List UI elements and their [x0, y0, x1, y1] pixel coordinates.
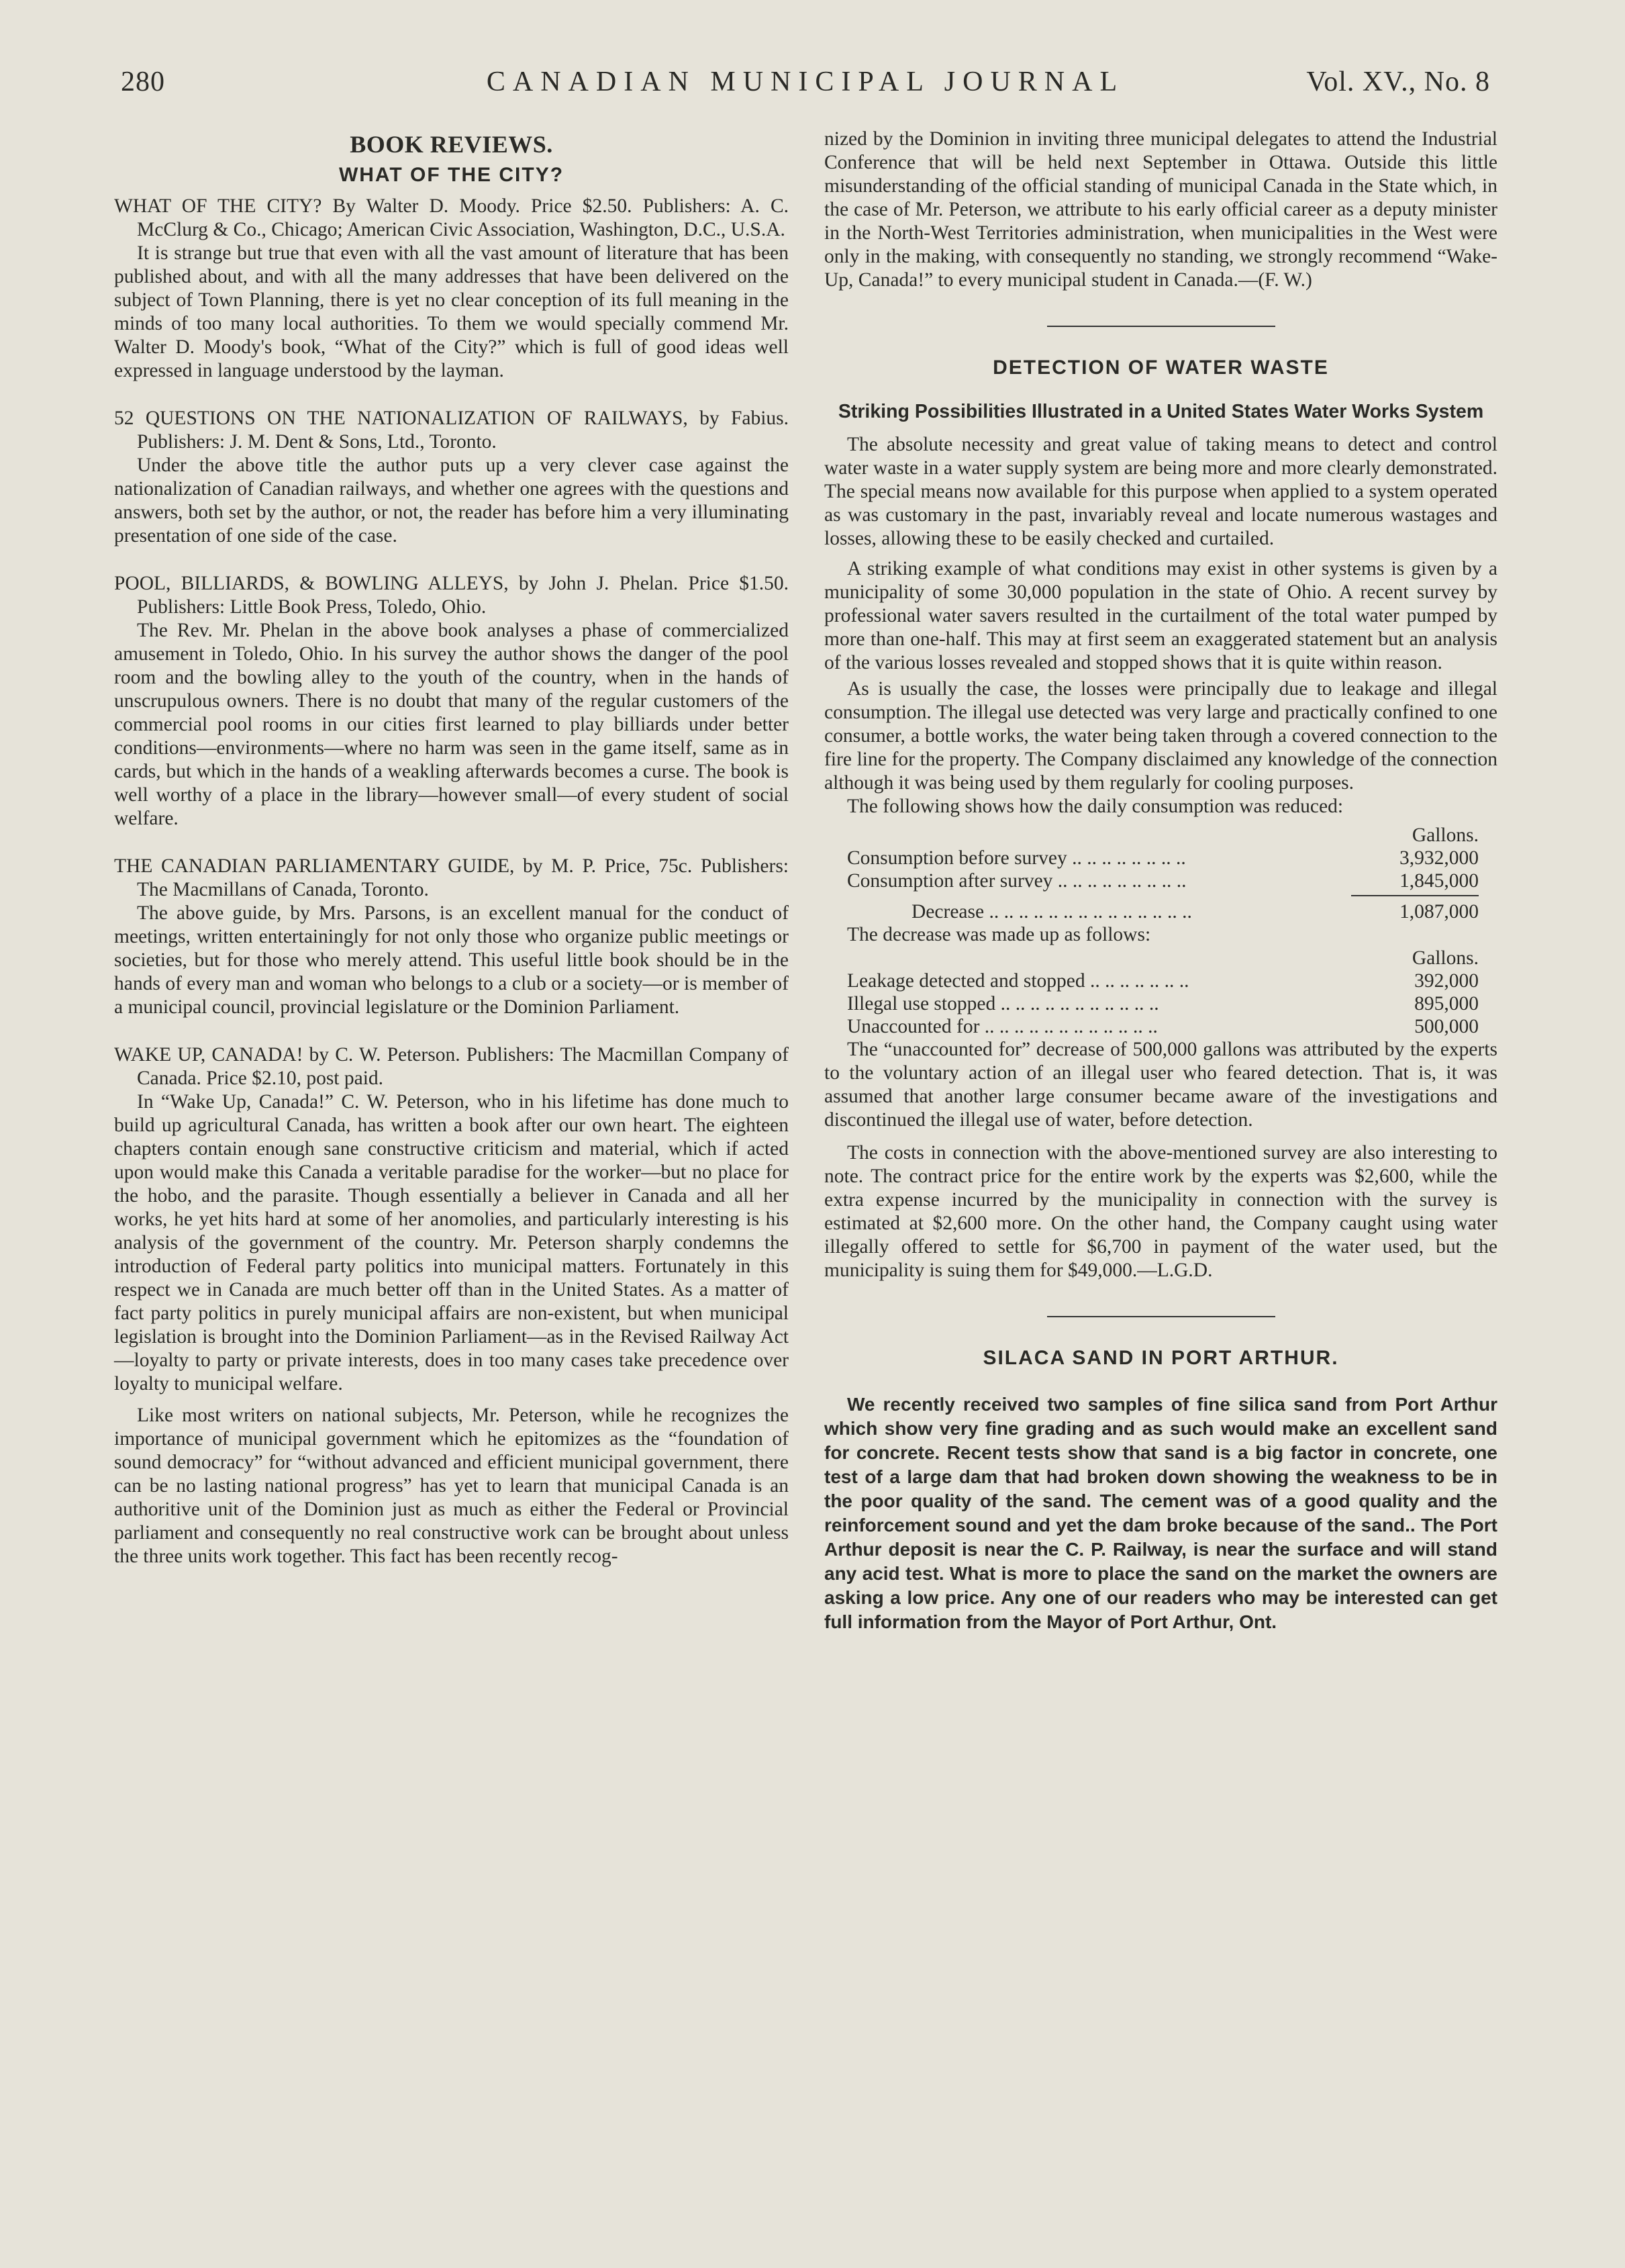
- table-row: [824, 847, 1497, 869]
- water-waste-heading: DETECTION OF WATER WASTE: [993, 357, 1329, 379]
- water-waste-subheading: Striking Possibilities Illustrated in a United States Water Works System: [838, 401, 1484, 422]
- article-paragraph: The following shows how the daily consumption was reduced:: [847, 796, 1344, 817]
- row-label: Illegal use stopped .. .. .. .. .. .. .. .. .. .. ..: [847, 993, 1159, 1014]
- review-continuation: nized by the Dominion in inviting three municipal delegates to attend the Industrial Conference that will be held next September in Ottawa. Outside this little misunderstanding of the official standing of municipal Canada in the State which, in the case of Mr. Peterson, we attribute to his early official career as a deputy minister in the North-West Territories administration, when municipalities in the West were only in the making, with consequently no standing, we strongly recommend “Wake-Up, Canada!” to every municipal student in Canada.—(F. W.): [824, 128, 1497, 291]
- volume-number: Vol. XV., No. 8: [1306, 66, 1490, 97]
- review-paragraph: Like most writers on national subjects, Mr. Peterson, while he recognizes the importance of municipal government which he epitomizes as the “foundation of sound democracy” for “without advanced and efficient municipal government, there can be no lasting national progress” has yet to learn that municipal Canada is an authoritive unit of the Dominion just as much as either the Federal or Provincial parliament and consequently no real constructive work can be brought about unless the three units work together. This fact has been recently recog-: [114, 1405, 789, 1567]
- article-paragraph: A striking example of what conditions may exist in other systems is given by a municipality of some 30,000 population in the state of Ohio. A recent survey by professional water savers resulted in the curtailment of the total water pumped by more than one-half. This may at first seem an exaggerated statement but an analysis of the various losses revealed and stopped shows that it is quite within reason.: [824, 558, 1497, 673]
- right-column: [824, 128, 1497, 1634]
- article-paragraph: The absolute necessity and great value of taking means to detect and control water waste in a water supply system are being more and more clearly demonstrated. The special means now available for this purpose when applied to a system operated as was customary in the past, invariably reveal and locate numerous wastages and losses, allowing these to be easily checked and curtailed.: [824, 434, 1497, 549]
- review-entry-heading: THE CANADIAN PARLIAMENTARY GUIDE, by M. P. Price, 75c. Publishers: The Macmillans of Canada, Toronto.: [114, 855, 789, 900]
- table-unit-header: Gallons.: [1412, 947, 1479, 969]
- review-entry-heading: WAKE UP, CANADA! by C. W. Peterson. Publishers: The Macmillan Company of Canada. Price $2.10, post paid.: [114, 1044, 789, 1089]
- sum-rule: [1351, 895, 1479, 896]
- table-row: [824, 970, 1497, 992]
- table-unit-header: Gallons.: [1412, 824, 1479, 846]
- review-paragraph: In “Wake Up, Canada!” C. W. Peterson, who in his lifetime has done much to build up agricultural Canada, has written a book after our own heart. The eighteen chapters contain enough sane constructive criticism and material, which if acted upon would make this Canada a veritable paradise for the worker—but no place for the hobo, and the parasite. Though essentially a believer in Canada and all her works, he yet hits hard at some of her anomolies, and particularly interesting is his analysis of the government of the country. Mr. Peterson sharply condemns the introduction of Federal party politics into municipal matters. Fortunately in this respect we in Canada are much better off than in the United States. As a matter of fact party politics in purely municipal affairs are non-existent, but when municipal legislation is brought into the Dominion Parliament—as in the Revised Railway Act—loyalty to party or private interests, does in too many cases take precedence over loyalty to municipal welfare.: [114, 1091, 789, 1395]
- review-paragraph: The above guide, by Mrs. Parsons, is an excellent manual for the conduct of meetings, written entertainingly for not only those who organize public meetings or societies, but for those who merely attend. This useful little book should be in the hands of every man and woman who belongs to a club or a society—or is member of a municipal council, provincial legislature or the Dominion Parliament.: [114, 902, 789, 1018]
- section-divider: [1047, 1316, 1275, 1317]
- review-subheading: WHAT OF THE CITY?: [338, 164, 564, 186]
- review-entry-heading: 52 QUESTIONS ON THE NATIONALIZATION OF RAILWAYS, by Fabius. Publishers: J. M. Dent & Sons, Ltd., Toronto.: [114, 408, 789, 453]
- journal-title: CANADIAN MUNICIPAL JOURNAL: [486, 66, 1125, 97]
- article-paragraph: As is usually the case, the losses were principally due to leakage and illegal consumption. The illegal use detected was very large and practically confined to one consumer, a bottle works, the water being taken through a covered connection to the fire line for the property. The Company disclaimed any knowledge of the connection although it was being used by them regularly for cooling purposes.: [824, 678, 1497, 794]
- row-label: Consumption before survey .. .. .. .. .. .. .. ..: [847, 847, 1186, 869]
- section-divider: [1047, 326, 1275, 327]
- review-paragraph: Under the above title the author puts up a very clever case against the nationalization of Canadian railways, and whether one agrees with the questions and answers, both set by the author, or not, the reader has before him a very illuminating presentation of one side of the case.: [114, 455, 789, 547]
- table-row: [824, 1015, 1497, 1038]
- row-label: Consumption after survey .. .. .. .. .. .. .. .. ..: [847, 870, 1187, 892]
- table-row: [824, 992, 1497, 1015]
- row-label: Unaccounted for .. .. .. .. .. .. .. .. .. .. .. ..: [847, 1016, 1158, 1037]
- silica-sand-paragraph: We recently received two samples of fine silica sand from Port Arthur which show very fine grading and as such would make an excellent sand for concrete. Recent tests show that sand is a big factor in concrete, one test of a large dam that had broken down showing the weakness to be in the poor quality of the sand. The cement was of a good quality and the reinforcement sound and yet the dam broke because of the sand.. The Port Arthur deposit is near the C. P. Railway, is near the surface and will stand any acid test. What is more to place the sand on the market the owners are asking a low price. Any one of our readers who may be interested can get full information from the Mayor of Port Arthur, Ont.: [824, 1394, 1497, 1632]
- review-paragraph: The Rev. Mr. Phelan in the above book analyses a phase of commercialized amusement in Toledo, Ohio. In his survey the author shows the danger of the pool room and the bowling alley to the youth of the country, when in the hands of unscrupulous owners. There is no doubt that many of the regular customers of the commercial pool rooms in our cities first learned to play billiards under better conditions—environments—where no harm was seen in the game itself, same as in cards, but which in the hands of a weakling afterwards becomes a curse. The book is well worthy of a place in the library—however small—of every student of social welfare.: [114, 620, 789, 829]
- review-entry-heading: WHAT OF THE CITY? By Walter D. Moody. Price $2.50. Publishers: A. C. McClurg & Co., Chicago; American Civic Association, Washington, D.C., U.S.A.: [114, 195, 789, 240]
- row-value: 1,845,000: [1399, 870, 1479, 892]
- row-label: Leakage detected and stopped .. .. .. .. .. .. ..: [847, 970, 1189, 992]
- article-paragraph: The costs in connection with the above-mentioned survey are also interesting to note. The contract price for the entire work by the experts was $2,600, while the extra expense incurred by the municipality in connection with the survey is estimated at $2,600 more. On the other hand, the Company caught using water illegally offered to settle for $6,700 in payment of the water used, but the municipality is suing them for $49,000.—L.G.D.: [824, 1142, 1497, 1281]
- article-paragraph: The decrease was made up as follows:: [847, 924, 1151, 945]
- decrease-table: [824, 947, 1497, 1038]
- page-number: 280: [121, 66, 165, 97]
- article-paragraph: The “unaccounted for” decrease of 500,000 gallons was attributed by the experts to the voluntary action of an illegal user who feared detection. That is, it was assumed that another large consumer became aware of the investigations and discontinued the illegal use of water, before detection.: [824, 1039, 1497, 1131]
- row-value: 392,000: [1414, 970, 1479, 992]
- silica-sand-heading: SILACA SAND IN PORT ARTHUR.: [983, 1347, 1339, 1369]
- row-value: 895,000: [1414, 993, 1479, 1014]
- row-value: 500,000: [1414, 1016, 1479, 1037]
- book-reviews-heading: BOOK REVIEWS.: [350, 131, 553, 158]
- table-total-row: [824, 900, 1497, 923]
- consumption-table: [824, 824, 1497, 923]
- row-value: 1,087,000: [1399, 901, 1479, 923]
- review-entry-heading: POOL, BILLIARDS, & BOWLING ALLEYS, by John J. Phelan. Price $1.50. Publishers: Little Book Press, Toledo, Ohio.: [114, 573, 789, 618]
- left-column: [114, 128, 789, 1568]
- review-paragraph: It is strange but true that even with all the vast amount of literature that has been published about, and with all the many addresses that have been delivered on the subject of Town Planning, there is yet no clear conception of its full meaning in the minds of too many local authorities. To them we would specially commend Mr. Walter D. Moody's book, “What of the City?” which is full of good ideas well expressed in language understood by the layman.: [114, 242, 789, 381]
- row-label: Decrease .. .. .. .. .. .. .. .. .. .. .. .. .. ..: [912, 901, 1192, 923]
- table-row: [824, 869, 1497, 892]
- running-head: [121, 66, 1490, 106]
- row-value: 3,932,000: [1399, 847, 1479, 869]
